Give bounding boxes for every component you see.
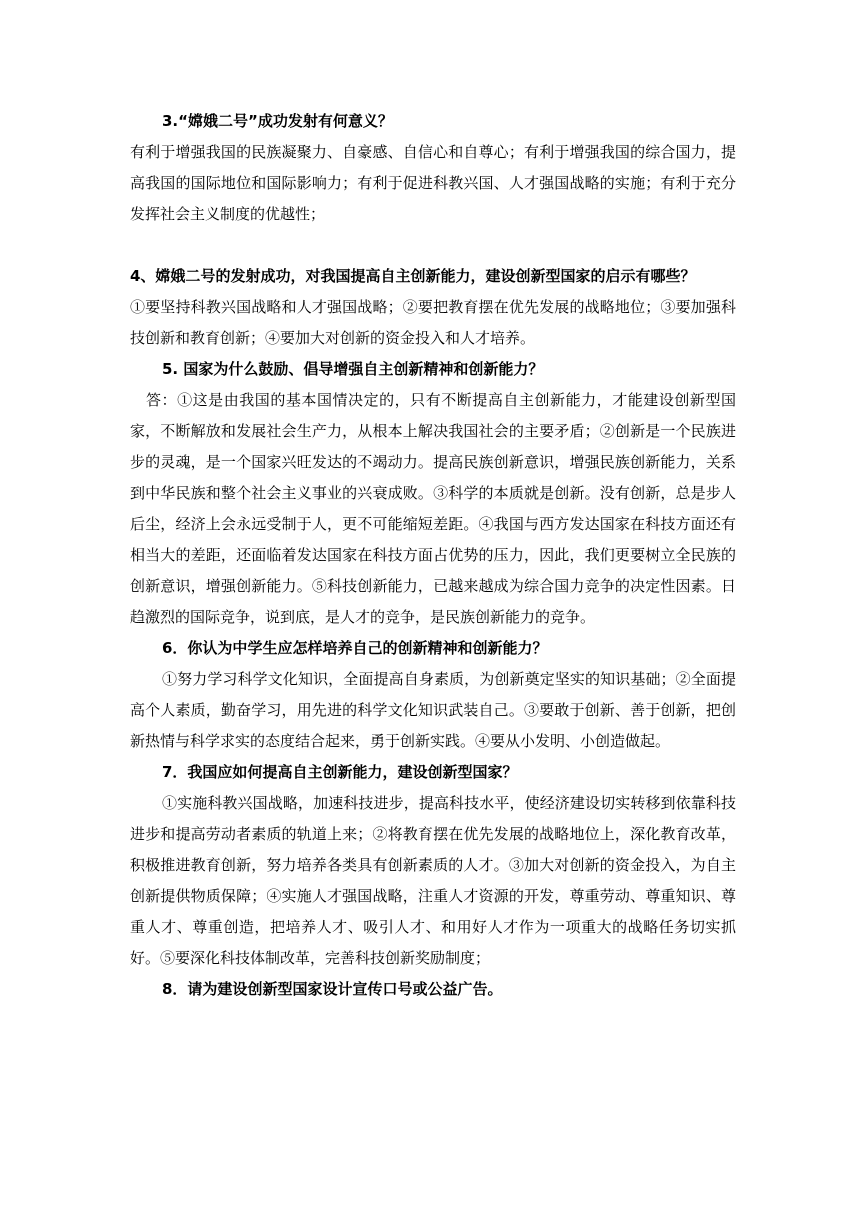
question-6-title: 6．你认为中学生应怎样培养自己的创新精神和创新能力？ (162, 639, 548, 657)
question-8-title: 8．请为建设创新型国家设计宣传口号或公益广告。 (162, 980, 503, 998)
question-5-title: 5. 国家为什么鼓励、倡导增强自主创新精神和创新能力？ (162, 360, 544, 378)
question-7-title: 7．我国应如何提高自主创新能力，建设创新型国家？ (162, 763, 518, 781)
question-6-answer: ①努力学习科学文化知识，全面提高自身素质，为创新奠定坚实的知识基础；②全面提高个人素质，勤奋学习，用先进的科学文化知识武装自己。③要敢于创新、善于创新，把创新热情与科学求实的态度结合起来，勇于创新实践。④要从小发明、小创造做起。 (130, 670, 736, 750)
question-3-answer: 有利于增强我国的民族凝聚力、自豪感、自信心和自尊心；有利于增强我国的综合国力，提高我国的国际地位和国际影响力；有利于促进科教兴国、人才强国战略的实施；有利于充分发挥社会主义制度的优越性； (130, 143, 736, 223)
paragraph-gap (130, 230, 736, 261)
document-content (130, 106, 736, 1005)
question-4-answer: ①要坚持科教兴国战略和人才强国战略；②要把教育摆在优先发展的战略地位；③要加强科技创新和教育创新；④要加大对创新的资金投入和人才培养。 (130, 298, 736, 347)
question-4-title: 4、嫦娥二号的发射成功，对我国提高自主创新能力，建设创新型国家的启示有哪些？ (130, 267, 696, 285)
question-3-title: 3.“嫦娥二号”成功发射有何意义？ (162, 112, 393, 130)
question-5-answer: 答：①这是由我国的基本国情决定的，只有不断提高自主创新能力，才能建设创新型国家，不断解放和发展社会生产力，从根本上解决我国社会的主要矛盾；②创新是一个民族进步的灵魂，是一个国家兴旺发达的不竭动力。提高民族创新意识，增强民族创新能力，关系到中华民族和整个社会主义事业的兴衰成败。③科学的本质就是创新。没有创新，总是步人后尘，经济上会永远受制于人，更不可能缩短差距。④我国与西方发达国家在科技方面还有相当大的差距，还面临着发达国家在科技方面占优势的压力，因此，我们更要树立全民族的创新意识，增强创新能力。⑤科技创新能力，已越来越成为综合国力竞争的决定性因素。日趋激烈的国际竞争，说到底，是人才的竞争，是民族创新能力的竞争。 (130, 391, 736, 626)
question-7-answer: ①实施科教兴国战略，加速科技进步，提高科技水平，使经济建设切实转移到依靠科技进步和提高劳动者素质的轨道上来；②将教育摆在优先发展的战略地位上，深化教育改革，积极推进教育创新，努力培养各类具有创新素质的人才。③加大对创新的资金投入，为自主创新提供物质保障；④实施人才强国战略，注重人才资源的开发，尊重劳动、尊重知识、尊重人才、尊重创造，把培养人才、吸引人才、和用好人才作为一项重大的战略任务切实抓好。⑤要深化科技体制改革，完善科技创新奖励制度； (130, 794, 736, 967)
